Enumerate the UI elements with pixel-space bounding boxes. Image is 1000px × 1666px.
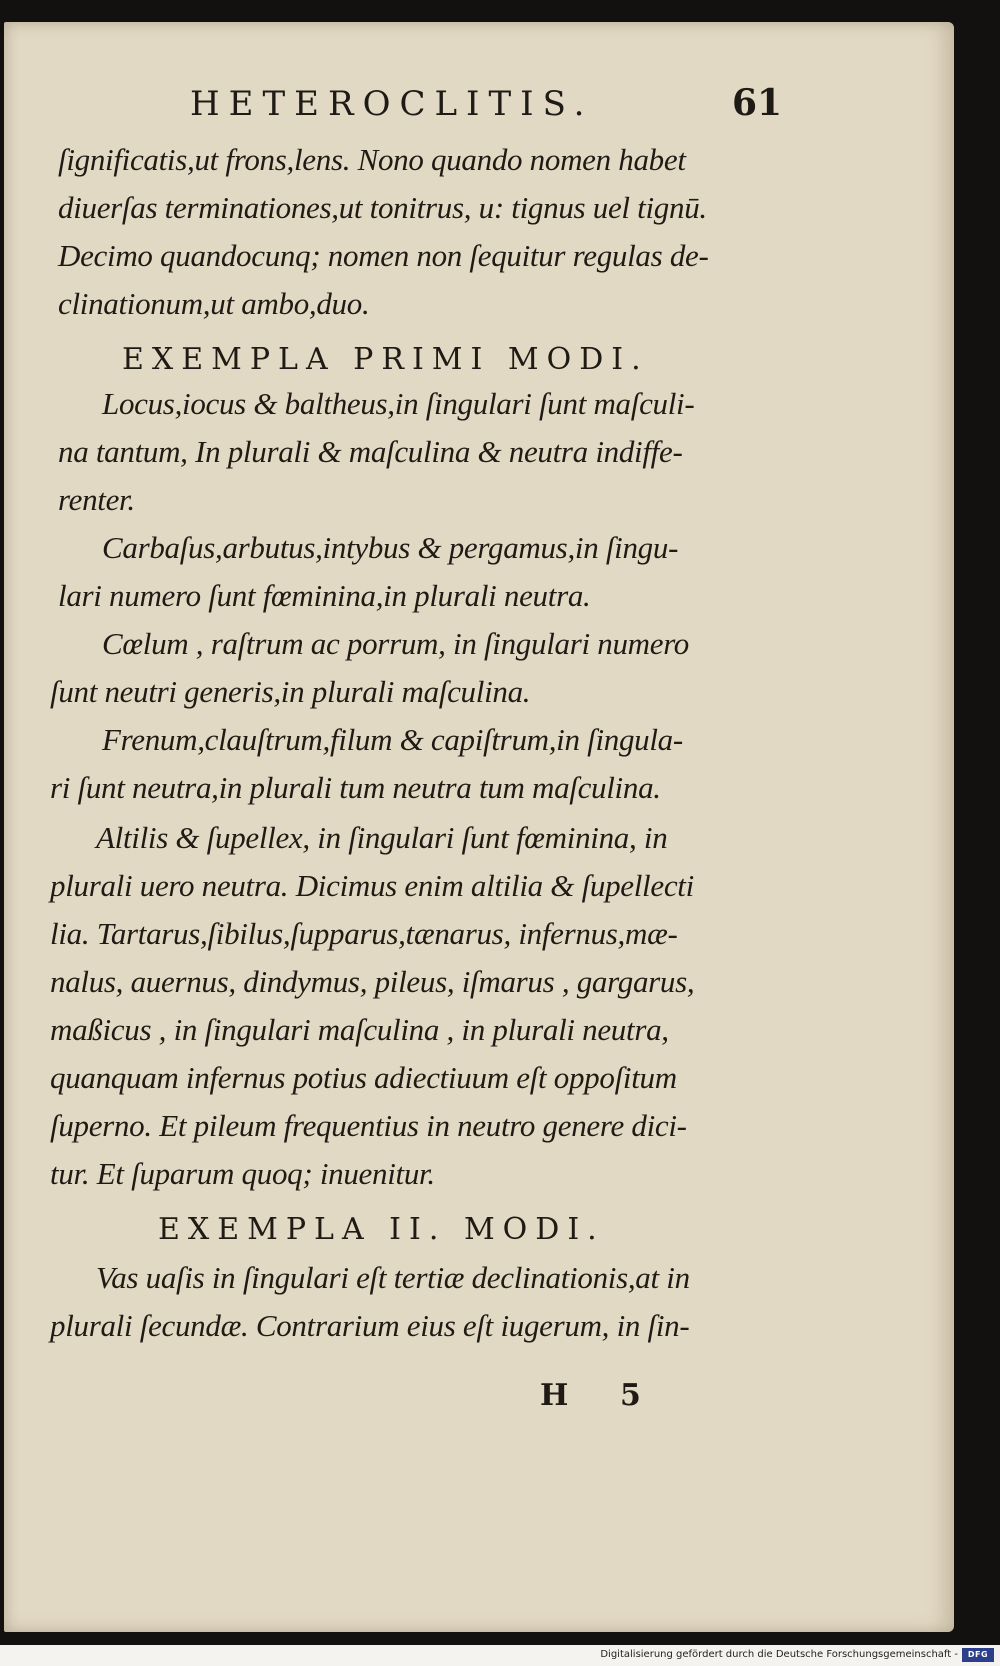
section-heading: EXEMPLA II. MODI. <box>158 1212 605 1247</box>
text-line: Vas uaſis in ſingulari eſt tertiæ declinationis,at in <box>96 1260 690 1295</box>
text-line: tur. Et ſuparum quoq; inuenitur. <box>50 1156 435 1191</box>
text-line: plurali ſecundæ. Contrarium eius eſt iugerum, in ſin- <box>50 1308 690 1343</box>
text-line: na tantum, In plurali & maſculina & neutra indiffe- <box>58 434 683 469</box>
text-line: Altilis & ſupellex, in ſingulari ſunt fœminina, in <box>96 820 668 855</box>
signature-letter: H <box>540 1378 569 1413</box>
text-line: diuerſas terminationes,ut tonitrus, u: tignus uel tignū. <box>58 190 707 225</box>
text-line: Locus,iocus & baltheus,in ſingulari ſunt maſculi- <box>102 386 695 421</box>
text-line: ſuperno. Et pileum frequentius in neutro genere dici- <box>50 1108 687 1143</box>
page-number: 61 <box>732 82 783 124</box>
text-line: lia. Tartarus,ſibilus,ſupparus,tænarus, infernus,mæ- <box>50 916 678 951</box>
text-line: Frenum,clauſtrum,filum & capiſtrum,in ſingula- <box>102 722 683 757</box>
text-line: maßicus , in ſingulari maſculina , in plurali neutra, <box>50 1012 669 1047</box>
text-line: ſunt neutri generis,in plurali maſculina. <box>50 674 531 709</box>
text-line: ri ſunt neutra,in plurali tum neutra tum maſculina. <box>50 770 661 805</box>
section-heading: EXEMPLA PRIMI MODI. <box>122 342 649 377</box>
footer-credit: Digitalisierung gefördert durch die Deutsche Forschungsgemeinschaft - <box>600 1649 958 1660</box>
text-line: nalus, auernus, dindymus, pileus, iſmarus , gargarus, <box>50 964 695 999</box>
text-line: clinationum,ut ambo,duo. <box>58 286 370 321</box>
text-line: Carbaſus,arbutus,intybus & pergamus,in ſingu- <box>102 530 679 565</box>
text-line: plurali uero neutra. Dicimus enim altilia & ſupellecti <box>50 868 694 903</box>
text-line: ſignificatis,ut frons,lens. Nono quando nomen habet <box>58 142 686 177</box>
signature-number: 5 <box>620 1378 641 1413</box>
text-line: renter. <box>58 482 135 517</box>
text-line: Cœlum , raſtrum ac porrum, in ſingulari numero <box>102 626 690 661</box>
running-title: HETEROCLITIS. <box>190 84 594 124</box>
text-line: Decimo quandocunq; nomen non ſequitur regulas de- <box>58 238 709 273</box>
footer-bar <box>0 1645 1000 1666</box>
dfg-logo: DFG <box>962 1648 994 1662</box>
text-line: lari numero ſunt fœminina,in plurali neutra. <box>58 578 591 613</box>
text-line: quanquam infernus potius adiectiuum eſt oppoſitum <box>50 1060 677 1095</box>
